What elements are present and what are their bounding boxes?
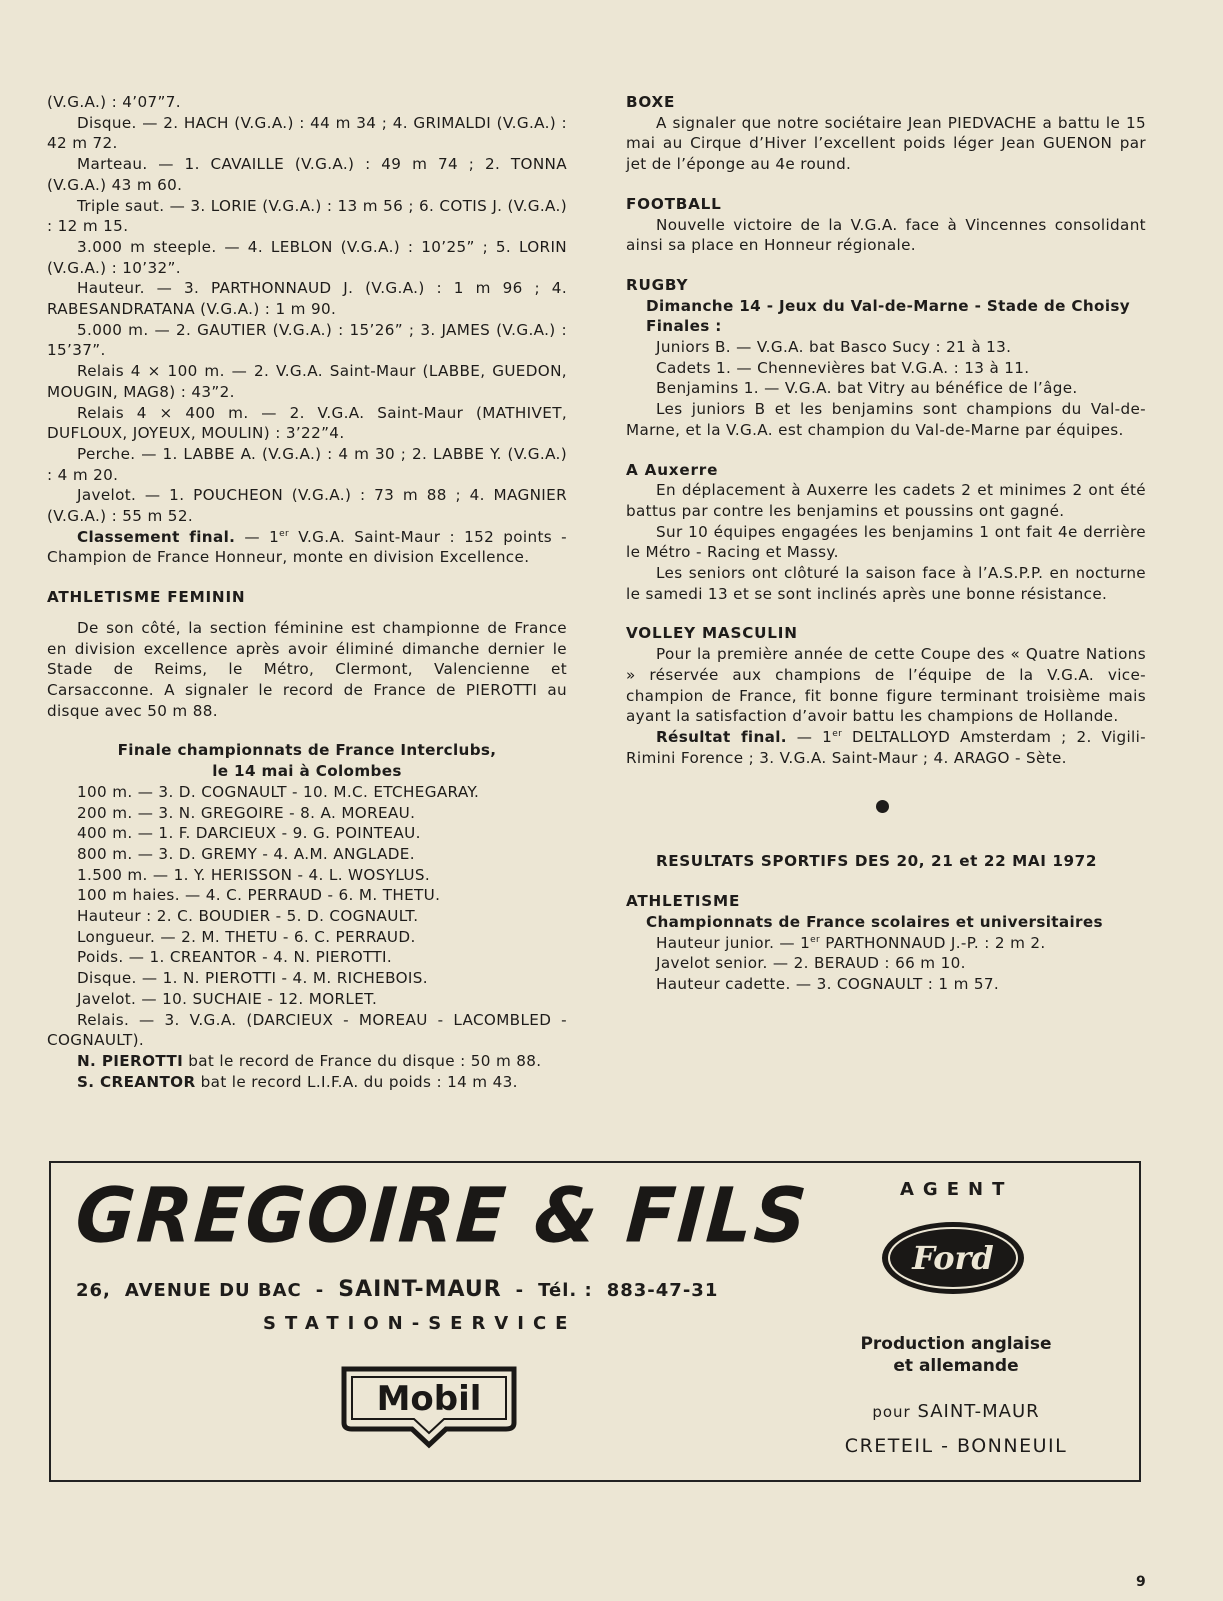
auxerre-paragraph: En déplacement à Auxerre les cadets 2 et minimes 2 ont été battus par contre les benjamins et poussins ont gagné. <box>626 481 1146 520</box>
ford-logo <box>879 1219 1027 1297</box>
right-column <box>626 92 1146 995</box>
result-line: Javelot. — 1. POUCHEON (V.G.A.) : 73 m 88 ; 4. MAGNIER (V.G.A.) : 55 m 52. <box>47 486 567 526</box>
auxerre-paragraph: Sur 10 équipes engagées les benjamins 1 ont fait 4e derrière le Métro - Racing et Massy. <box>626 522 1146 562</box>
athletisme-subheading: Championnats de France scolaires et universitaires <box>646 912 1103 931</box>
towns-line: CRETEIL - BONNEUIL <box>844 1435 1068 1457</box>
list-item: 800 m. — 3. D. GREMY - 4. A.M. ANGLADE. <box>77 844 415 863</box>
separator-dot <box>876 800 889 813</box>
classement-final: Classement final. — 1er V.G.A. Saint-Maur : 152 points - Champion de France Honneur, monte en division Excellence. <box>47 527 568 567</box>
rugby-subheading: Dimanche 14 - Jeux du Val-de-Marne - Stade de Choisy <box>646 296 1131 315</box>
list-item: Hauteur : 2. C. BOUDIER - 5. D. COGNAULT. <box>77 907 419 926</box>
agent-label: AGENT <box>900 1179 1014 1200</box>
result-line: Relais 4 × 400 m. — 2. V.G.A. Saint-Maur (MATHIVET, DUFLOUX, JOYEUX, MOULIN) : 3’22”4. <box>47 403 567 443</box>
result-line: Relais 4 × 100 m. — 2. V.G.A. Saint-Maur (LABBE, GUEDON, MOUGIN, MAG8) : 43”2. <box>47 362 567 401</box>
result-line: 5.000 m. — 2. GAUTIER (V.G.A.) : 15’26” ; 3. JAMES (V.G.A.) : 15’37”. <box>47 320 567 360</box>
results-title: RESULTATS SPORTIFS DES 20, 21 et 22 MAI 1972 <box>656 852 1098 871</box>
ford-wordmark: Ford <box>912 1239 994 1277</box>
pour-line: pour SAINT-MAUR <box>872 1401 1040 1422</box>
section-heading-athletisme-feminin: ATHLETISME FEMININ <box>47 588 246 607</box>
relais-line: Relais. — 3. V.G.A. (DARCIEUX - MOREAU - LACOMBLED - COGNAULT). <box>47 1010 567 1050</box>
page-number: 9 <box>1136 1574 1146 1590</box>
result-line: (V.G.A.) : 4’07”7. <box>47 93 181 111</box>
list-item: Poids. — 1. CREANTOR - 4. N. PIEROTTI. <box>77 948 393 967</box>
phone-number: 883-47-31 <box>606 1280 719 1301</box>
list-item: Hauteur cadette. — 3. COGNAULT : 1 m 57. <box>656 974 1000 993</box>
record-creantor: S. CREANTOR bat le record L.I.F.A. du poids : 14 m 43. <box>77 1072 518 1091</box>
brand-name: GREGOIRE & FILS <box>73 1170 812 1260</box>
list-item: Javelot senior. — 2. BERAUD : 66 m 10. <box>656 954 966 973</box>
section-heading-volley: VOLLEY MASCULIN <box>626 624 798 643</box>
volley-paragraph: Pour la première année de cette Coupe des « Quatre Nations » réservée aux champions de l’équipe de la V.G.A. vice-champion de France, fit bonne figure terminant troisième mais ayant la satisfaction d’avoir battu les champions de Hollande. <box>626 645 1146 726</box>
list-item: Cadets 1. — Chennevières bat V.G.A. : 13 à 11. <box>656 358 1030 377</box>
address-line: 26, AVENUE DU BAC - SAINT-MAUR - Tél. : 883-47-31 <box>76 1277 719 1302</box>
list-item: 100 m haies. — 4. C. PERRAUD - 6. M. THETU. <box>77 886 441 905</box>
result-line: Perche. — 1. LABBE A. (V.G.A.) : 4 m 30 ; 2. LABBE Y. (V.G.A.) : 4 m 20. <box>47 444 567 484</box>
finale-results-list <box>47 782 567 1010</box>
rugby-finales-label: Finales : <box>646 317 722 336</box>
list-item: Juniors B. — V.G.A. bat Basco Sucy : 21 à 13. <box>656 338 1012 357</box>
list-item: Longueur. — 2. M. THETU - 6. C. PERRAUD. <box>77 927 416 946</box>
list-item: Benjamins 1. — V.G.A. bat Vitry au bénéfice de l’âge. <box>656 379 1078 398</box>
list-item: 1.500 m. — 1. Y. HERISSON - 4. L. WOSYLUS. <box>77 865 431 884</box>
finale-title: Finale championnats de France Interclubs, <box>117 741 497 760</box>
section-heading-rugby: RUGBY <box>626 275 689 294</box>
list-item: 100 m. — 3. D. COGNAULT - 10. M.C. ETCHEGARAY. <box>77 782 480 801</box>
section-heading-athletisme: ATHLETISME <box>626 892 741 911</box>
section-heading-football: FOOTBALL <box>626 194 722 213</box>
list-item: 400 m. — 1. F. DARCIEUX - 9. G. POINTEAU. <box>77 824 421 843</box>
production-text: Production anglaise et allemande <box>860 1334 1052 1376</box>
result-line: 3.000 m steeple. — 4. LEBLON (V.G.A.) : 10’25” ; 5. LORIN (V.G.A.) : 10’32”. <box>47 237 567 277</box>
result-line: Disque. — 2. HACH (V.G.A.) : 44 m 34 ; 4. GRIMALDI (V.G.A.) : 42 m 72. <box>47 113 567 153</box>
mobil-wordmark: Mobil <box>376 1379 482 1419</box>
result-line: Marteau. — 1. CAVAILLE (V.G.A.) : 49 m 74 ; 2. TONNA (V.G.A.) 43 m 60. <box>47 155 567 194</box>
section-heading-auxerre: A Auxerre <box>626 460 719 479</box>
rugby-paragraph: Les juniors B et les benjamins sont champions du Val-de-Marne, et la V.G.A. est champion du Val-de-Marne par équipes. <box>626 400 1146 439</box>
list-item: Javelot. — 10. SUCHAIE - 12. MORLET. <box>77 989 378 1008</box>
station-service-label: STATION-SERVICE <box>263 1313 577 1334</box>
section-heading-boxe: BOXE <box>626 93 676 111</box>
feminin-paragraph: De son côté, la section féminine est championne de France en division excellence après avoir éliminé dimanche dernier le Stade de Reims, le Métro, Clermont, Valencienne et Carsacconne. A signaler le record de France de PIEROTTI au disque avec 50 m 88. <box>47 618 567 720</box>
mobil-logo <box>336 1359 522 1449</box>
list-item: Disque. — 1. N. PIEROTTI - 4. M. RICHEBOIS. <box>77 969 428 988</box>
auxerre-paragraph: Les seniors ont clôturé la saison face à l’A.S.P.P. en nocturne le samedi 13 et se sont inclinés après une bonne résistance. <box>626 564 1146 603</box>
left-column <box>47 92 567 1092</box>
result-line: Triple saut. — 3. LORIE (V.G.A.) : 13 m 56 ; 6. COTIS J. (V.G.A.) : 12 m 15. <box>47 196 567 236</box>
classement-label: Classement final. <box>77 527 236 546</box>
list-item: 200 m. — 3. N. GREGOIRE - 8. A. MOREAU. <box>77 803 416 822</box>
volley-result: Résultat final. — 1er DELTALLOYD Amsterdam ; 2. Vigili-Rimini Forence ; 3. V.G.A. Saint-Maur ; 4. ARAGO - Sète. <box>626 727 1146 767</box>
boxe-paragraph: A signaler que notre sociétaire Jean PIEDVACHE a battu le 15 mai au Cirque d’Hiver l’excellent poids léger Jean GUENON par jet de l’éponge au 4e round. <box>626 113 1146 174</box>
record-pierotti: N. PIEROTTI bat le record de France du disque : 50 m 88. <box>77 1051 542 1070</box>
finale-subtitle: le 14 mai à Colombes <box>212 762 402 781</box>
advertisement-box <box>49 1161 1141 1482</box>
result-line: Hauteur. — 3. PARTHONNAUD J. (V.G.A.) : 1 m 96 ; 4. RABESANDRATANA (V.G.A.) : 1 m 90. <box>47 279 567 319</box>
list-item: Hauteur junior. — 1er PARTHONNAUD J.-P. : 2 m 2. <box>656 933 1046 952</box>
football-paragraph: Nouvelle victoire de la V.G.A. face à Vincennes consolidant ainsi sa place en Honneur régionale. <box>626 215 1146 255</box>
